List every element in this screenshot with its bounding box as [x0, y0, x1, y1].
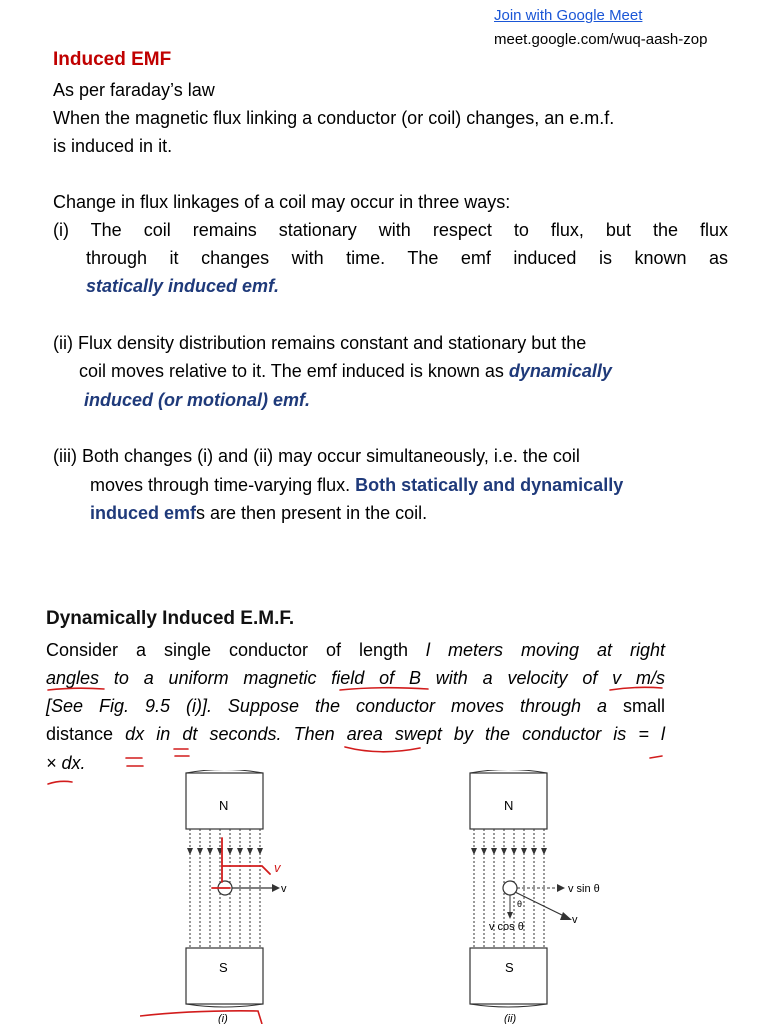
way2-text: coil moves relative to it. The emf induced is known as: [79, 361, 504, 381]
heading-dynamically-induced: Dynamically Induced E.M.F.: [46, 608, 295, 629]
line-flux-change: When the magnetic flux linking a conductor (or coil) changes, an e.m.f.: [53, 108, 615, 128]
s2-line1-b: l meters moving at right: [426, 640, 665, 660]
conductor-circle-2: [503, 881, 517, 895]
handwritten-v: v: [274, 860, 281, 875]
vcos-label: v cos θ: [489, 921, 524, 933]
south-label: S: [219, 960, 228, 975]
figure-ii: [420, 770, 620, 1024]
way3-line1: (iii) Both changes (i) and (ii) may occur simultaneously, i.e. the coil: [53, 446, 580, 466]
term-both: Both statically and dynamically: [355, 475, 624, 495]
s2-line4-a: distance: [46, 724, 114, 744]
south-pole-block-2: [470, 948, 547, 1004]
line-faraday: As per faraday’s law: [53, 80, 215, 100]
north-label: N: [219, 798, 229, 813]
term-motional-emf: induced (or motional) emf.: [84, 390, 311, 410]
handwritten-vector: [212, 838, 270, 888]
s2-line2: angles to a uniform magnetic field of B with a velocity of v m/s: [46, 668, 665, 688]
s2-line5: × dx.: [46, 753, 86, 773]
line-ways-intro: Change in flux linkages of a coil may occur in three ways:: [53, 192, 511, 212]
velocity-label: v: [281, 883, 287, 895]
term-statically-induced: statically induced emf.: [86, 276, 280, 296]
way1-line1: (i) The coil remains stationary with respect to flux, but the flux: [53, 220, 728, 240]
way3-text: moves through time-varying flux.: [90, 475, 351, 495]
heading-induced-emf: Induced EMF: [53, 49, 172, 70]
s2-line4-b: dx in dt seconds. Then area swept by the conductor is = l: [125, 724, 665, 744]
figure-i: [140, 770, 290, 1024]
term-induced-emf: induced emf: [90, 503, 197, 523]
theta-label: θ: [517, 899, 523, 909]
vsin-label: v sin θ: [568, 883, 600, 895]
term-dynamically: dynamically: [508, 361, 612, 381]
caption-ii: (ii): [504, 1013, 517, 1024]
line-induced: is induced in it.: [53, 136, 173, 156]
s2-line3-b: small: [622, 696, 665, 716]
s2-line1-a: Consider a single conductor of length: [46, 640, 409, 660]
south-pole-block: [186, 948, 263, 1004]
way3-tail: s are then present in the coil.: [196, 503, 428, 523]
s2-line3-a: [See Fig. 9.5 (i)]. Suppose the conductor moves through a: [46, 696, 607, 716]
south-label-2: S: [505, 960, 514, 975]
caption-i: (i): [218, 1013, 228, 1024]
way1-line2: through it changes with time. The emf induced is known as: [86, 248, 728, 268]
velocity-label-2: v: [572, 914, 578, 926]
way2-line1: (ii) Flux density distribution remains constant and stationary but the: [53, 333, 587, 353]
meet-url: meet.google.com/wuq-aash-zop: [494, 31, 708, 48]
north-label-2: N: [504, 798, 514, 813]
meet-join-link[interactable]: Join with Google Meet: [494, 7, 643, 24]
